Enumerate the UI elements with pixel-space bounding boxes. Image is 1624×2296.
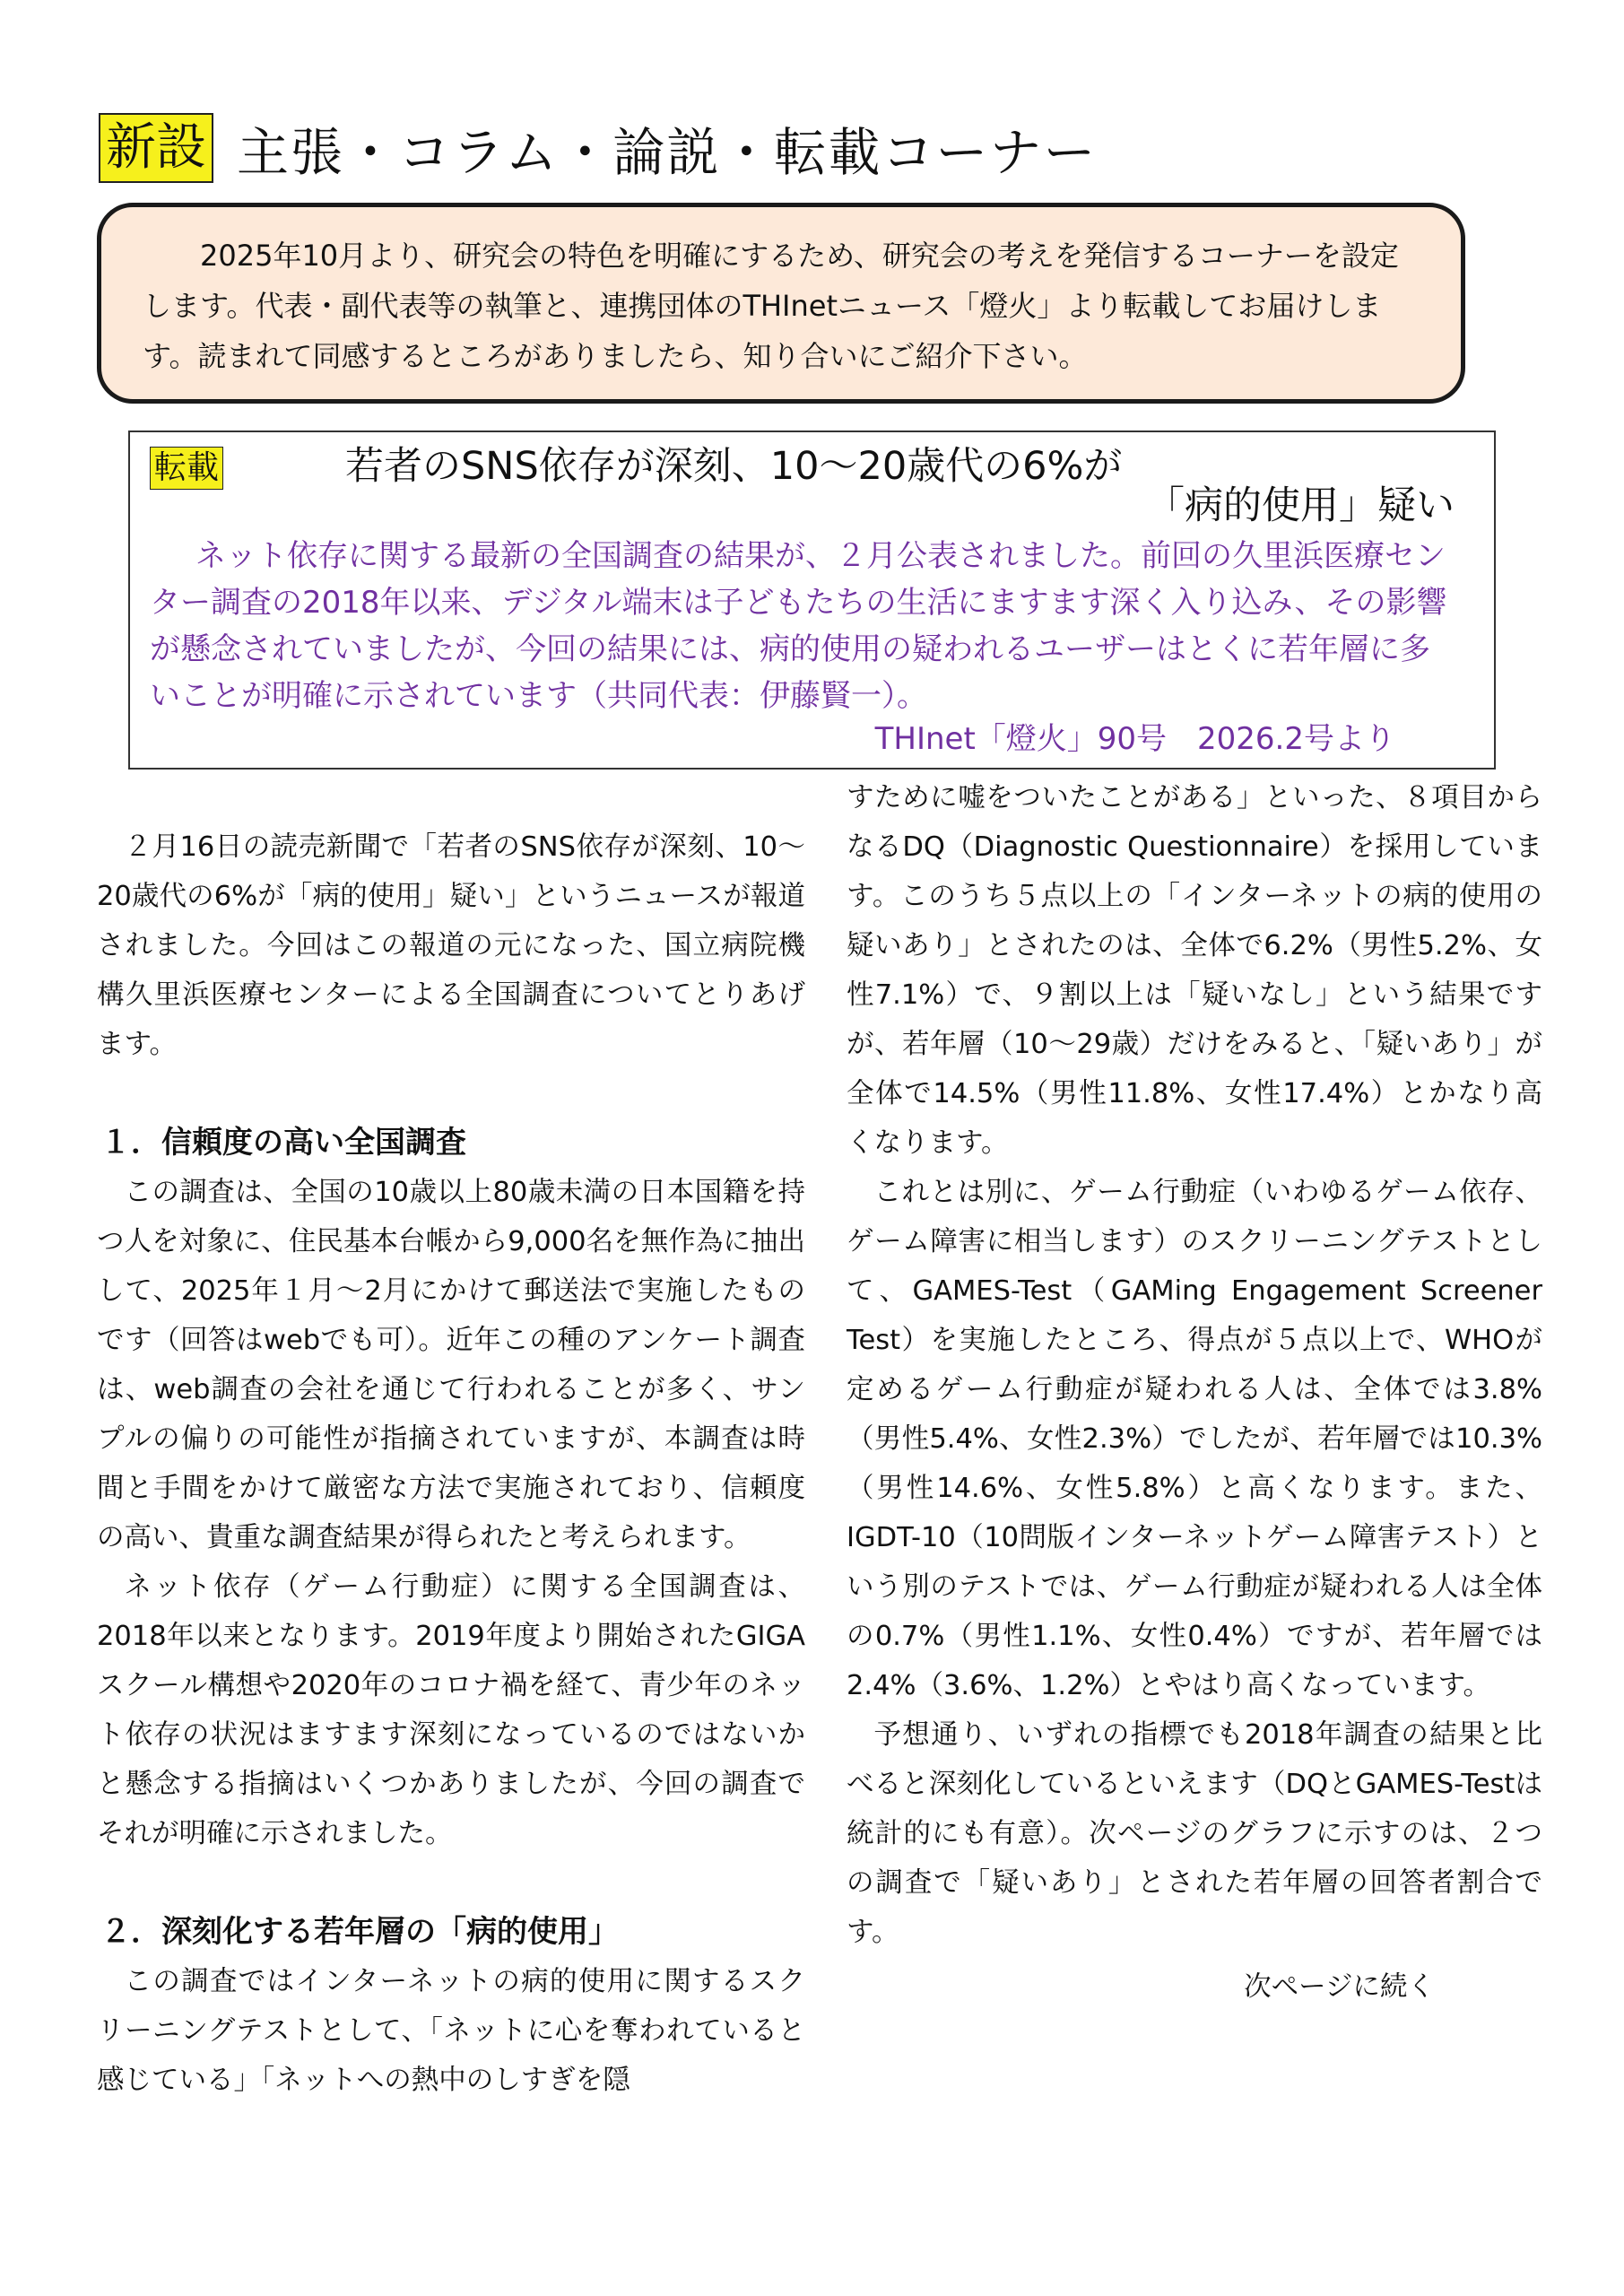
article-intro: ２月16日の読売新聞で「若者のSNS依存が深刻、10～20歳代の6%が「病的使用」疑い」というニュースが報道されました。今回はこの報道の元になった、国立病院機構久里浜医療センターによる全国調査についてとりあげます。 — [97, 831, 805, 1060]
intro-box — [97, 203, 1465, 404]
reprint-title-line1: 若者のSNS依存が深刻、10～20歳代の6%が — [345, 444, 1123, 489]
section2-paragraph1-start: この調査ではインターネットの病的使用に関するスクリーニングテストとして、「ネットに心を奪われていると感じている」「ネットへの熱中のしすぎを隠 — [97, 1966, 805, 2096]
reprint-lead: ネット依存に関する最新の全国調査の結果が、２月公表されました。前回の久里浜医療センター調査の2018年以来、デジタル端末は子どもたちの生活にますます深く入り込み、その影響が懸念されていましたが、今回の結果には、病的使用の疑われるユーザーはとくに若年層に多いことが明確に示されています（共同代表：伊藤賢一）。 — [150, 538, 1447, 714]
reprint-title-line2: 「病的使用」疑い — [1146, 483, 1455, 528]
page-title: 主張・コラム・論説・転載コーナー — [237, 122, 1098, 183]
article-column-right — [847, 773, 1542, 2012]
section1-paragraph2: ネット依存（ゲーム行動症）に関する全国調査は、2018年以来となります。2019年度より開始されたGIGAスクール構想や2020年のコロナ禍を経て、青少年のネット依存の状況はますます深刻になっているのではないかと懸念する指摘はいくつかありましたが、今回の調査でそれが明確に示されました。 — [97, 1571, 805, 1849]
new-badge: 新設 — [99, 113, 213, 183]
continued-note: 次ページに続く — [1244, 1971, 1435, 2003]
section2-paragraph2: これとは別に、ゲーム行動症（いわゆるゲーム依存、ゲーム障害に相当します）のスクリーニングテストとして、GAMES-Test（GAMing Engagement Screener Test）を実施したところ、得点が５点以上で、WHOが定めるゲーム行動症が疑われる人は、全体では3.8%（男性5.4%、女性2.3%）でしたが、若年層では10.3%（男性14.6%、女性5.8%）と高くなります。また、IGDT-10（10問版インターネットゲーム障害テスト）という別のテストでは、ゲーム行動症が疑われる人は全体の0.7%（男性1.1%、女性0.4%）ですが、若年層では2.4%（3.6%、1.2%）とやはり高くなっています。 — [847, 1177, 1542, 1701]
section2-paragraph1-continued: すために嘘をついたことがある」といった、８項目からなるDQ（Diagnostic Questionnaire）を採用しています。このうち５点以上の「インターネットの病的使用の疑いあり」とされたのは、全体で6.2%（男性5.2%、女性7.1%）で、９割以上は「疑いなし」という結果ですが、若年層（10～29歳）だけをみると、「疑いあり」が全体で14.5%（男性11.8%、女性17.4%）とかなり高くなります。 — [847, 782, 1542, 1159]
reprint-box — [128, 430, 1496, 770]
reprint-source: THInet「燈火」90号 2026.2号より — [874, 721, 1395, 757]
article-column-left — [97, 773, 805, 2105]
section1-paragraph1: この調査は、全国の10歳以上80歳未満の日本国籍を持つ人を対象に、住民基本台帳から9,000名を無作為に抽出して、2025年１月～2月にかけて郵送法で実施したものです（回答はwebでも可）。近年この種のアンケート調査は、web調査の会社を通じて行われることが多く、サンプルの偏りの可能性が指摘されていますが、本調査は時間と手間をかけて厳密な方法で実施されており、信頼度の高い、貴重な調査結果が得られたと考えられます。 — [97, 1177, 805, 1553]
page-header — [99, 109, 1097, 187]
section1-heading: １．信頼度の高い全国調査 — [100, 1125, 466, 1161]
section2-heading: ２．深刻化する若年層の「病的使用」 — [100, 1914, 619, 1950]
reprint-badge: 転載 — [150, 447, 223, 490]
intro-text: 2025年10月より、研究会の特色を明確にするため、研究会の考えを発信するコーナーを設定します。代表・副代表等の執筆と、連携団体のTHInetニュース「燈火」より転載してお届けします。読まれて同感するところがありましたら、知り合いにご紹介下さい。 — [143, 239, 1399, 373]
section2-paragraph3: 予想通り、いずれの指標でも2018年調査の結果と比べると深刻化しているといえます（DQとGAMES-Testは統計的にも有意）。次ページのグラフに示すのは、２つの調査で「疑いあり」とされた若年層の回答者割合です。 — [847, 1719, 1542, 1948]
